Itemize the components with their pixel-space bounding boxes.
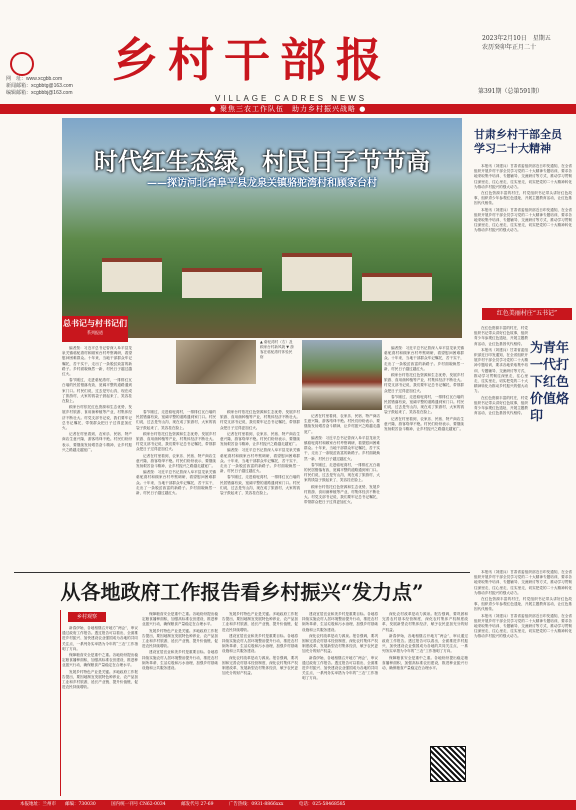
lead-column-2: 春节刚过，走进骆驼湾村，一排排红瓦白墙的民居错落有致，宽阔平整的道路通到家门口。村民们说，过去是穷山沟，现在成了旅游村，大家的钱袋子鼓起来了，笑容挂在脸上。 顾家台村依托红色资源和生态优势，发展乡村旅游、食用菌种植等产业，村集体经济不断壮大。村党支部书记说，我们要牢记总书记嘱托，带领群众把日子过得更加红火。 记者在村里看到，农家乐、民宿、特产商店生意兴隆，游客络绎不绝。村民们纷纷表示，要继续发扬艰苦奋斗精神，让乡村振兴之路越走越宽广。 编者按：习近平总书记曾深入阜平县龙泉关镇骆驼湾村和顾家台村考察调研，看望慰问困难群众。十年来，当地干部群众牢记嘱托，苦干实干，走出了一条脱贫致富的新路子。乡村面貌焕然一新，村民日子越过越红火。 bbox=[136, 410, 216, 496]
lead-subhead: ——探访河北省阜平县龙泉关镇骆驼湾村和顾家台村 bbox=[147, 178, 377, 189]
badge-title: 总书记与村书记们 bbox=[63, 318, 127, 328]
lead-column-1: 编者按：习近平总书记曾深入阜平县龙泉关镇骆驼湾村和顾家台村考察调研，看望慰问困难群众。十年来，当地干部群众牢记嘱托，苦干实干，走出了一条脱贫致富的新路子。乡村面貌焕然一新，村民日子越过越红火。 春节刚过，走进骆驼湾村，一排排红瓦白墙的民居错落有致，宽阔平整的道路通到家门口。村民们说，过去是穷山沟，现在成了旅游村，大家的钱袋子鼓起来了，笑容挂在脸上。 顾家台村依托红色资源和生态优势，发展乡村旅游、食用菌种植等产业，村集体经济不断壮大。村党支部书记说，我们要牢记总书记嘱托，带领群众把日子过得更加红火。 记者在村里看到，农家乐、民宿、特产商店生意兴隆，游客络绎不绝。村民们纷纷表示，要继续发扬艰苦奋斗精神，让乡村振兴之路越走越宽广。 bbox=[62, 346, 132, 452]
newspaper-logo: 乡村干部报 bbox=[112, 33, 392, 87]
section-divider bbox=[14, 572, 470, 573]
lead-column-3: 顾家台村依托红色资源和生态优势，发展乡村旅游、食用菌种植等产业，村集体经济不断壮大。村党支部书记说，我们要牢记总书记嘱托，带领群众把日子过得更加红火。 记者在村里看到，农家乐、民宿、特产商店生意兴隆，游客络绎不绝。村民们纷纷表示，要继续发扬艰苦奋斗精神，让乡村振兴之路越走越宽广。 编者按：习近平总书记曾深入阜平县龙泉关镇骆驼湾村和顾家台村考察调研，看望慰问困难群众。十年来，当地干部群众牢记嘱托，苦干实干，走出了一条脱贫致富的新路子。乡村面貌焕然一新，村民日子越过越红火。 春节刚过，走进骆驼湾村，一排排红瓦白墙的民居错落有致，宽阔平整的道路通到家门口。村民们说，过去是穷山沟，现在成了旅游村，大家的钱袋子鼓起来了，笑容挂在脸上。 bbox=[220, 410, 300, 496]
footer-phone: 电话：025-58468585 bbox=[298, 802, 346, 807]
section2-column-2: 保障粮食安全是重中之重。各地纷纷提出稳定粮食播种面积，加强高标准农田建设，推进种业振兴行动，确保粮食产量稳定在合理水平。 发展乡村特色产业是关键。多地政府工作报告提出，要因地制宜发展特色种养业、农产品加工业和乡村旅游，延长产业链、提升价值链，促进农民持续增收。 建设宜居宜业和美乡村是重要目标。各地将持续实施农村人居环境整治提升行动，推进农村厕所革命、生活垃圾和污水治理，加强乡村基础设施和公共服务建设。 bbox=[142, 612, 218, 671]
photo-villagers bbox=[176, 340, 256, 384]
section2-column-3: 发展乡村特色产业是关键。多地政府工作报告提出，要因地制宜发展特色种养业、农产品加工业和乡村旅游，延长产业链、提升价值链，促进农民持续增收。 建设宜居宜业和美乡村是重要目标。各地将持续实施农村人居环境整治提升行动，推进农村厕所革命、生活垃圾和污水治理，加强乡村基础设施和公共服务建设。 深化农村改革是动力源泉。报告强调，要巩固和完善农村基本经营制度，深化农村集体产权制度改革，发展新型农村集体经济，赋予农民更加充分的财产权益。 bbox=[222, 612, 298, 676]
series-badge bbox=[62, 316, 128, 342]
section2-column-4: 建设宜居宜业和美乡村是重要目标。各地将持续实施农村人居环境整治提升行动，推进农村厕所革命、生活垃圾和污水治理，加强乡村基础设施和公共服务建设。 深化农村改革是动力源泉。报告强调，要巩固和完善农村基本经营制度，深化农村集体产权制度改革，发展新型农村集体经济，赋予农民更加充分的财产权益。 新春伊始，各地相继召开地方“两会”，审议通过政府工作报告。透过报告可以看出，全面推进乡村振兴、加快建设农业强国成为各地的共同关注点，一系列务实举措为今年的“三农”工作指明了方向。 bbox=[302, 612, 378, 681]
section2-headline: 从各地政府工作报告看乡村振兴“发力点” bbox=[60, 580, 424, 604]
issue-number: 第391期（总第591期） bbox=[478, 88, 543, 95]
lunar-date: 农历癸卯年正月二十 bbox=[482, 44, 537, 51]
website-line: 网 址：www.xcgbb.com bbox=[6, 76, 63, 82]
photo-caption: ▲ 骆驼湾村（右）及顾家台村新风貌 ▼ 游客在骆驼湾村体验民宿 bbox=[260, 340, 294, 359]
right-column-b: 本报讯（刘建兵）甘肃省委组织部近日印发通知，在全省组织开展乡村干部全员学习党的二十大精神专题培训，要求各地采取集中培训、专题辅导、交流研讨等方式，推动学习贯彻往深里走、往心里走、往实里走，切实把党的二十大精神转化为推动乡村振兴的强大动力。 在红色资源丰富的村庄，村党组织书记带头讲好红色故事，组织青少年参观红色遗址，开展主题教育活动，让红色基因代代相传。 本报讯（刘建兵）甘肃省委组织部近日印发通知，在全省组织开展乡村干部全员学习党的二十大精神专题培训，要求各地采取集中培训、专题辅导、交流研讨等方式，推动学习贯彻往深里走、往心里走、往实里走，切实把党的二十大精神转化为推动乡村振兴的强大动力。 bbox=[474, 570, 572, 639]
email-line-2: 编辑邮箱：xcgbbbj@163.com bbox=[6, 90, 73, 96]
right-article-title: 甘肃乡村干部全员学习二十大精神 bbox=[474, 128, 562, 155]
right-vertical-headline: 为青年一代打下红色价值烙印 bbox=[530, 341, 570, 424]
column-rule bbox=[60, 610, 61, 796]
footer-address: 本报地址：兰州市 邮编：730030 bbox=[20, 802, 96, 807]
qr-code-icon[interactable] bbox=[430, 746, 466, 782]
lead-headline: 时代红生态绿，村民日子节节高 bbox=[94, 147, 430, 176]
issue-date: 2023年2月10日 星期五 bbox=[482, 35, 551, 42]
footer-postcode: 邮发代号 27-69 bbox=[181, 802, 214, 807]
right-column-a: 在红色资源丰富的村庄，村党组织书记带头讲好红色故事，组织青少年参观红色遗址，开展主题教育活动，让红色基因代代相传。 本报讯（刘建兵）甘肃省委组织部近日印发通知，在全省组织开展乡村干部全员学习党的二十大精神专题培训，要求各地采取集中培训、专题辅导、交流研讨等方式，推动学习贯彻往深里走、往心里走、往实里走，切实把党的二十大精神转化为推动乡村振兴的强大动力。 在红色资源丰富的村庄，村党组织书记带头讲好红色故事，组织青少年参观红色遗址，开展主题教育活动，让红色基因代代相传。 bbox=[474, 326, 528, 416]
section2-column-1: 新春伊始，各地相继召开地方“两会”，审议通过政府工作报告。透过报告可以看出，全面推进乡村振兴、加快建设农业强国成为各地的共同关注点，一系列务实举措为今年的“三农”工作指明了方向。 保障粮食安全是重中之重。各地纷纷提出稳定粮食播种面积，加强高标准农田建设，推进种业振兴行动，确保粮食产量稳定在合理水平。 发展乡村特色产业是关键。多地政府工作报告提出，要因地制宜发展特色种养业、农产品加工业和乡村旅游，延长产业链、提升价值链，促进农民持续增收。 bbox=[62, 626, 138, 690]
lead-column-5: 编者按：习近平总书记曾深入阜平县龙泉关镇骆驼湾村和顾家台村考察调研，看望慰问困难群众。十年来，当地干部群众牢记嘱托，苦干实干，走出了一条脱贫致富的新路子。乡村面貌焕然一新，村民日子越过越红火。 顾家台村依托红色资源和生态优势，发展乡村旅游、食用菌种植等产业，村集体经济不断壮大。村党支部书记说，我们要牢记总书记嘱托，带领群众把日子过得更加红火。 春节刚过，走进骆驼湾村，一排排红瓦白墙的民居错落有致，宽阔平整的道路通到家门口。村民们说，过去是穷山沟，现在成了旅游村，大家的钱袋子鼓起来了，笑容挂在脸上。 记者在村里看到，农家乐、民宿、特产商店生意兴隆，游客络绎不绝。村民们纷纷表示，要继续发扬艰苦奋斗精神，让乡村振兴之路越走越宽广。 bbox=[384, 346, 464, 432]
contact-info bbox=[6, 76, 73, 97]
footer-ad: 广告热线：0931-8866xxx bbox=[228, 802, 284, 807]
right-article-body: 本报讯（刘建兵）甘肃省委组织部近日印发通知，在全省组织开展乡村干部全员学习党的二十大精神专题培训，要求各地采取集中培训、专题辅导、交流研讨等方式，推动学习贯彻往深里走、往心里走、往实里走，切实把党的二十大精神转化为推动乡村振兴的强大动力。 在红色资源丰富的村庄，村党组织书记带头讲好红色故事，组织青少年参观红色遗址，开展主题教育活动，让红色基因代代相传。 本报讯（刘建兵）甘肃省委组织部近日印发通知，在全省组织开展乡村干部全员学习党的二十大精神专题培训，要求各地采取集中培训、专题辅导、交流研讨等方式，推动学习贯彻往深里走、往心里走、往实里走，切实把党的二十大精神转化为推动乡村振兴的强大动力。 bbox=[474, 164, 572, 233]
photo-village bbox=[302, 340, 382, 410]
newspaper-logo-english: VILLAGE CADRES NEWS bbox=[215, 94, 368, 103]
email-line-1: 新闻邮箱：xcgbbtg@163.com bbox=[6, 83, 73, 89]
date-block bbox=[482, 34, 551, 52]
slogan-banner: ● 聚焦三农工作队伍 助力乡村振兴战略 ● bbox=[0, 104, 576, 114]
footer-cn: 国内统一刊号 CN62-0034 bbox=[111, 802, 166, 807]
section2-column-5: 深化农村改革是动力源泉。报告强调，要巩固和完善农村基本经营制度，深化农村集体产权制度改革，发展新型农村集体经济，赋予农民更加充分的财产权益。 新春伊始，各地相继召开地方“两会”，审议通过政府工作报告。透过报告可以看出，全面推进乡村振兴、加快建设农业强国成为各地的共同关注点，一系列务实举措为今年的“三农”工作指明了方向。 保障粮食安全是重中之重。各地纷纷提出稳定粮食播种面积，加强高标准农田建设，推进种业振兴行动，确保粮食产量稳定在合理水平。 bbox=[382, 612, 468, 671]
right-section-tag: 红色美丽村庄“五书记” bbox=[482, 308, 572, 320]
emblem-icon bbox=[10, 52, 34, 76]
badge-subtitle: 系列报道 bbox=[87, 330, 103, 335]
section2-tag: 乡村观察 bbox=[68, 612, 106, 622]
lead-column-4: 记者在村里看到，农家乐、民宿、特产商店生意兴隆，游客络绎不绝。村民们纷纷表示，要继续发扬艰苦奋斗精神，让乡村振兴之路越走越宽广。 编者按：习近平总书记曾深入阜平县龙泉关镇骆驼湾村和顾家台村考察调研，看望慰问困难群众。十年来，当地干部群众牢记嘱托，苦干实干，走出了一条脱贫致富的新路子。乡村面貌焕然一新，村民日子越过越红火。 春节刚过，走进骆驼湾村，一排排红瓦白墙的民居错落有致，宽阔平整的道路通到家门口。村民们说，过去是穷山沟，现在成了旅游村，大家的钱袋子鼓起来了，笑容挂在脸上。 顾家台村依托红色资源和生态优势，发展乡村旅游、食用菌种植等产业，村集体经济不断壮大。村党支部书记说，我们要牢记总书记嘱托，带领群众把日子过得更加红火。 bbox=[304, 414, 380, 505]
footer-bar bbox=[0, 800, 576, 810]
